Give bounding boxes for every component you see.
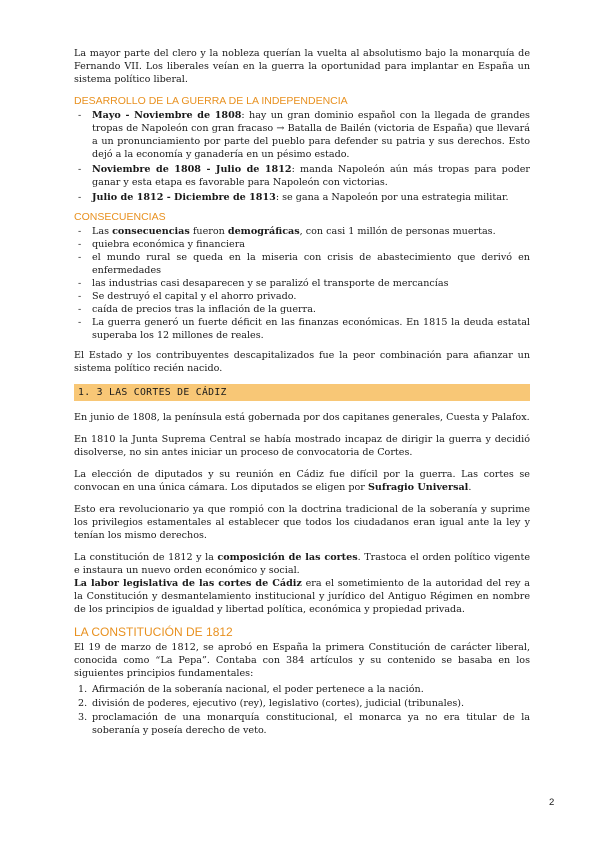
page-content bbox=[74, 47, 530, 738]
text-run: división de poderes, ejecutivo (rey), legislativo (cortes), judicial (tribunales). bbox=[92, 698, 465, 709]
period-label: Noviembre de 1808 - Julio de 1812 bbox=[92, 164, 292, 175]
desarrollo-list bbox=[74, 109, 530, 204]
list-marker: - bbox=[78, 192, 82, 203]
intro-paragraph: La mayor parte del clero y la nobleza querían la vuelta al absolutismo bajo la monarquía de Fernando VII. Los liberales veían en la guerra la oportunidad para implantar en España un sistema político liberal. bbox=[74, 48, 530, 85]
list-marker: - bbox=[78, 226, 82, 237]
section-heading-desarrollo: DESARROLLO DE LA GUERRA DE LA INDEPENDENCIA bbox=[74, 95, 348, 107]
list-item bbox=[74, 109, 530, 161]
list-marker: - bbox=[78, 317, 82, 328]
list-item bbox=[74, 711, 530, 737]
text-run: La guerra generó un fuerte déficit en las finanzas económicas. En 1815 la deuda estatal superaba los 12 millones de reales. bbox=[92, 317, 530, 341]
period-label: Julio de 1812 - Diciembre de 1813 bbox=[92, 192, 276, 203]
bold-run: consecuencias bbox=[112, 226, 190, 237]
list-marker: - bbox=[78, 252, 82, 263]
cortes-paragraph-4: Esto era revolucionario ya que rompió con la doctrina tradicional de la soberanía y suprime los privilegios estamentales al establecer que todos los ciudadanos eran igual ante la ley y tenían los mismo derechos. bbox=[74, 504, 530, 541]
list-marker: - bbox=[78, 164, 82, 175]
text-run: caída de precios tras la inflación de la guerra. bbox=[92, 304, 316, 315]
text-run: La elección de diputados y su reunión en Cádiz fue difícil por la guerra. Las cortes se convocan en una única cámara. Los diputados se eligen por bbox=[74, 469, 530, 493]
text-run: era el sometimiento de la autoridad del rey a la Constitución y desmantelamiento institucional y jurídico del Antiguo Régimen en nombre de los principios de igualdad y libertad política, económica y propiedad privada. bbox=[74, 578, 531, 615]
section-heading-constitucion: LA CONSTITUCIÓN DE 1812 bbox=[74, 625, 233, 639]
list-marker: - bbox=[78, 239, 82, 250]
cortes-paragraph-2: En 1810 la Junta Suprema Central se había mostrado incapaz de dirigir la guerra y decidió disolverse, no sin antes iniciar un proceso de convocatoria de Cortes. bbox=[74, 434, 530, 458]
period-text: : hay un gran dominio español con la llegada de grandes tropas de Napoleón con gran fracaso → Batalla de Bailén (victoria de España) que llevará a un pronunciamiento por parte del pueblo para defender su patria y sus derechos. Esto dejó a la economía y ganadería en un pésimo estado. bbox=[92, 110, 530, 160]
list-item bbox=[74, 316, 530, 342]
list-marker: - bbox=[78, 278, 82, 289]
bold-run: composición de las cortes bbox=[217, 552, 358, 563]
section-heading-consecuencias: CONSECUENCIAS bbox=[74, 211, 166, 223]
list-number: 3. bbox=[78, 712, 88, 723]
list-item bbox=[74, 251, 530, 277]
text-run: . bbox=[468, 482, 472, 493]
period-text: : se gana a Napoleón por una estrategia militar. bbox=[275, 192, 509, 203]
cortes-paragraph-6 bbox=[74, 577, 530, 616]
list-marker: - bbox=[78, 304, 82, 315]
constitucion-paragraph: El 19 de marzo de 1812, se aprobó en España la primera Constitución de carácter liberal, conocida como “La Pepa”. Contaba con 384 artículos y su contenido se basaba en los siguientes principios fundamentales: bbox=[74, 642, 530, 679]
bold-run: La labor legislativa de las cortes de Cádiz bbox=[74, 578, 302, 589]
list-item bbox=[74, 683, 530, 696]
bold-run: Sufragio Universal bbox=[367, 482, 469, 493]
list-item bbox=[74, 191, 530, 204]
section-band-cortes: 1. 3 LAS CORTES DE CÁDIZ bbox=[74, 384, 530, 401]
text-run: fueron bbox=[189, 226, 228, 237]
list-item bbox=[74, 238, 530, 251]
list-item bbox=[74, 697, 530, 710]
text-run: Afirmación de la soberanía nacional, el poder pertenece a la nación. bbox=[92, 684, 424, 695]
text-run: las industrias casi desaparecen y se paralizó el transporte de mercancías bbox=[92, 278, 449, 289]
consecuencias-list bbox=[74, 225, 530, 342]
text-run: La constitución de 1812 y la bbox=[74, 552, 218, 563]
list-item bbox=[74, 303, 530, 316]
list-item bbox=[74, 225, 530, 238]
list-marker: - bbox=[78, 110, 82, 121]
text-run: el mundo rural se queda en la miseria con crisis de abastecimiento que derivó en enfermedades bbox=[92, 252, 530, 276]
cortes-paragraph-1: En junio de 1808, la península está gobernada por dos capitanes generales, Cuesta y Palafox. bbox=[74, 412, 530, 423]
text-run: proclamación de una monarquía constitucional, el monarca ya no era titular de la soberanía y poseía derecho de veto. bbox=[92, 712, 530, 736]
text-run: Las bbox=[92, 226, 113, 237]
list-marker: - bbox=[78, 291, 82, 302]
principios-list bbox=[74, 683, 530, 737]
list-number: 2. bbox=[78, 698, 88, 709]
text-run: . Trastoca el orden político vigente e instaura un nuevo orden económico y social. bbox=[74, 552, 530, 576]
bold-run: demográficas bbox=[227, 226, 300, 237]
cortes-paragraph-3 bbox=[74, 468, 530, 494]
page-number: 2 bbox=[549, 797, 555, 808]
text-run: quiebra económica y financiera bbox=[92, 239, 246, 250]
consecuencias-closing: El Estado y los contribuyentes descapitalizados fue la peor combinación para afianzar un sistema político recién nacido. bbox=[74, 350, 530, 374]
list-number: 1. bbox=[78, 684, 88, 695]
text-run: , con casi 1 millón de personas muertas. bbox=[299, 226, 496, 237]
text-run: Se destruyó el capital y el ahorro privado. bbox=[92, 291, 297, 302]
list-item bbox=[74, 277, 530, 290]
period-label: Mayo - Noviembre de 1808 bbox=[92, 110, 242, 121]
list-item bbox=[74, 290, 530, 303]
list-item bbox=[74, 163, 530, 189]
cortes-paragraph-5 bbox=[74, 551, 530, 577]
period-text: : manda Napoleón aún más tropas para poder ganar y esta etapa es favorable para Napoleón con victorias. bbox=[92, 164, 530, 188]
